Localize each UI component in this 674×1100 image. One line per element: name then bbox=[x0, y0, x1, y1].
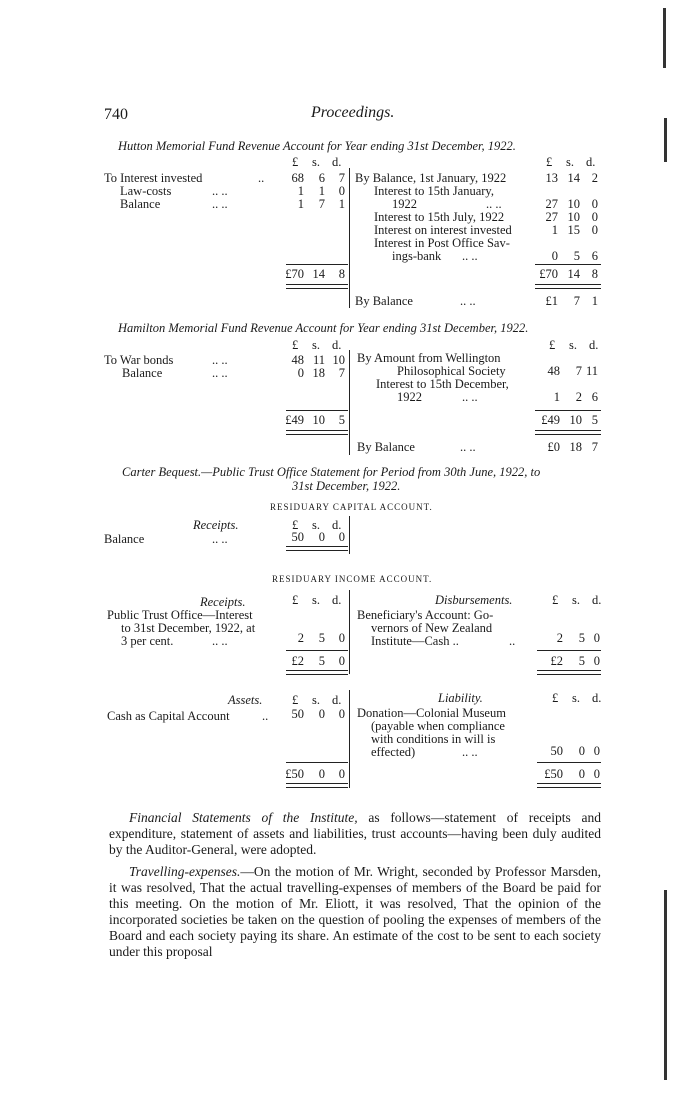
hamilton-left-total-pounds: £49 bbox=[285, 413, 304, 427]
hamilton-by-balance-amount-shillings: 18 bbox=[569, 440, 582, 454]
hutton-left-amount-pounds: 1 bbox=[297, 197, 304, 211]
currency-pound-header: £ bbox=[292, 593, 299, 607]
liability-total-pounds: £50 bbox=[544, 767, 563, 781]
column-divider bbox=[349, 690, 350, 788]
hutton-right-total-pounds: £70 bbox=[539, 267, 558, 281]
hutton-left-amount-shillings: 6 bbox=[318, 171, 325, 185]
carter-title-line-2: 31st December, 1922. bbox=[292, 479, 401, 493]
disbursement-amount-pounds: 2 bbox=[556, 631, 563, 645]
hutton-right-label: Interest to 15th July, 1922 bbox=[374, 210, 505, 224]
currency-pence-header: d. bbox=[332, 593, 342, 607]
currency-pound-header: £ bbox=[552, 593, 559, 607]
total-double-rule bbox=[286, 430, 348, 435]
disbursement-line: vernors of New Zealand bbox=[371, 621, 493, 635]
currency-shilling-header: s. bbox=[312, 518, 320, 532]
hutton-right-amount-pounds: 1 bbox=[551, 223, 558, 237]
liability-line: Donation—Colonial Museum bbox=[357, 706, 506, 720]
hamilton-right-label: Philosophical Society bbox=[397, 364, 506, 378]
hutton-by-balance-amount-pounds: £1 bbox=[545, 294, 558, 308]
hutton-right-amount-pence: 2 bbox=[591, 171, 598, 185]
currency-pound-header: £ bbox=[292, 338, 299, 352]
leader-dots: .. .. bbox=[460, 294, 476, 308]
hamilton-right-amount-pounds: 48 bbox=[547, 364, 560, 378]
travel-heading: Travelling-expenses. bbox=[129, 864, 241, 879]
carter-title-line-1: Carter Bequest.—Public Trust Office Statement for Period from 30th June, 1922, to bbox=[122, 465, 541, 479]
currency-pence-header: d. bbox=[332, 338, 342, 352]
subtotal-rule bbox=[537, 650, 601, 651]
hutton-by-balance-amount-shillings: 7 bbox=[573, 294, 580, 308]
margin-mark bbox=[664, 890, 667, 1080]
margin-mark bbox=[664, 118, 667, 162]
column-divider bbox=[349, 168, 350, 308]
hutton-left-amount-shillings: 7 bbox=[318, 197, 325, 211]
currency-pound-header: £ bbox=[292, 518, 299, 532]
currency-pound-header: £ bbox=[292, 155, 299, 169]
currency-shilling-header: s. bbox=[566, 155, 574, 169]
hutton-right-label: Interest on interest invested bbox=[374, 223, 512, 237]
income-receipts-total-pounds: £2 bbox=[291, 654, 304, 668]
hamilton-left-amount-shillings: 11 bbox=[312, 353, 325, 367]
assets-amount-pence: 0 bbox=[338, 707, 345, 721]
hutton-left-total-pence: 8 bbox=[338, 267, 345, 281]
hutton-right-total-pence: 8 bbox=[591, 267, 598, 281]
hutton-right-amount-shillings: 14 bbox=[567, 171, 580, 185]
hutton-by-balance-label: By Balance bbox=[355, 294, 413, 308]
hamilton-left-amount-pence: 10 bbox=[332, 353, 345, 367]
currency-pence-header: d. bbox=[332, 155, 342, 169]
leader-dots: .. .. bbox=[212, 184, 228, 198]
hamilton-by-balance-amount-pence: 7 bbox=[591, 440, 598, 454]
liability-total-pence: 0 bbox=[593, 767, 600, 781]
currency-shilling-header: s. bbox=[312, 155, 320, 169]
hutton-right-label: 1922 bbox=[392, 197, 417, 211]
hamilton-left-label: To War bonds bbox=[104, 353, 174, 367]
subtotal-rule bbox=[286, 650, 348, 651]
column-divider bbox=[349, 350, 350, 455]
hutton-left-amount-pence: 7 bbox=[338, 171, 345, 185]
hutton-right-amount-pence: 0 bbox=[591, 197, 598, 211]
hamilton-right-total-pounds: £49 bbox=[541, 413, 560, 427]
income-receipts-line: Public Trust Office—Interest bbox=[107, 608, 253, 622]
hutton-right-amount-pence: 0 bbox=[591, 223, 598, 237]
hutton-left-amount-pounds: 68 bbox=[291, 171, 304, 185]
capital-balance-amount-pounds: 50 bbox=[291, 530, 304, 544]
leader-dots: .. .. bbox=[486, 197, 502, 211]
disbursement-line: Institute—Cash .. bbox=[371, 634, 459, 648]
liability-line: (payable when compliance bbox=[371, 719, 505, 733]
hutton-right-amount-pence: 6 bbox=[591, 249, 598, 263]
hutton-right-amount-pounds: 0 bbox=[551, 249, 558, 263]
hutton-right-label: By Balance, 1st January, 1922 bbox=[355, 171, 507, 185]
currency-pound-header: £ bbox=[546, 155, 553, 169]
liability-line: with conditions in will is bbox=[371, 732, 496, 746]
capital-balance-label: Balance bbox=[104, 532, 145, 546]
currency-shilling-header: s. bbox=[312, 693, 320, 707]
assets-total-shillings: 0 bbox=[318, 767, 325, 781]
disbursement-total-pounds: £2 bbox=[550, 654, 563, 668]
leader-dots: .. .. bbox=[462, 390, 478, 404]
travel-body: —On the motion of Mr. Wright, seconded by Professor Marsden, it was resolved, That the actual travelling-expenses of members of the Board be paid for this meeting. On the motion of Mr. Eliott, it was resolved, That the opinion of the incorporated societies be taken on the question of pooling the expenses of members of the Board and each society paying its share. An estimate of the cost to be sent to each society under this proposal bbox=[109, 864, 601, 959]
leader-dots: .. .. bbox=[212, 532, 228, 546]
currency-shilling-header: s. bbox=[572, 691, 580, 705]
hamilton-left-amount-pounds: 48 bbox=[291, 353, 304, 367]
hamilton-right-amount-shillings: 2 bbox=[575, 390, 582, 404]
income-receipts-amount-pounds: 2 bbox=[297, 631, 304, 645]
column-divider bbox=[349, 516, 350, 554]
leader-dots: .. bbox=[262, 709, 269, 723]
assets-row-label: Cash as Capital Account bbox=[107, 709, 230, 723]
currency-pence-header: d. bbox=[586, 155, 596, 169]
hamilton-right-total-pence: 5 bbox=[591, 413, 598, 427]
income-receipts-line: 3 per cent. bbox=[121, 634, 174, 648]
hutton-left-label: Balance bbox=[120, 197, 161, 211]
hamilton-title: Hamilton Memorial Fund Revenue Account for Year ending 31st December, 1922. bbox=[118, 321, 529, 335]
financial-heading: Financial Statements of the Institute, bbox=[129, 810, 358, 825]
hutton-left-total-shillings: 14 bbox=[312, 267, 325, 281]
disbursement-amount-pence: 0 bbox=[593, 631, 600, 645]
disbursement-total-pence: 0 bbox=[593, 654, 600, 668]
hutton-right-amount-shillings: 10 bbox=[567, 210, 580, 224]
total-double-rule bbox=[535, 284, 601, 289]
hutton-right-amount-shillings: 5 bbox=[573, 249, 580, 263]
hamilton-right-amount-pence: 6 bbox=[591, 390, 598, 404]
currency-pence-header: d. bbox=[589, 338, 599, 352]
hutton-left-amount-pounds: 1 bbox=[297, 184, 304, 198]
hutton-right-label: Interest in Post Office Sav- bbox=[374, 236, 510, 250]
column-divider bbox=[349, 590, 350, 674]
disbursements-label: Disbursements. bbox=[435, 593, 513, 607]
hamilton-left-amount-pounds: 0 bbox=[297, 366, 304, 380]
margin-mark bbox=[663, 8, 666, 68]
capital-account-heading: RESIDUARY CAPITAL ACCOUNT. bbox=[270, 502, 433, 512]
financial-paragraph bbox=[109, 810, 601, 858]
currency-pence-header: d. bbox=[332, 693, 342, 707]
capital-balance-amount-shillings: 0 bbox=[318, 530, 325, 544]
subtotal-rule bbox=[286, 762, 348, 763]
hamilton-right-amount-pence: 11 bbox=[585, 364, 598, 378]
hutton-right-amount-shillings: 10 bbox=[567, 197, 580, 211]
hutton-by-balance-amount-pence: 1 bbox=[591, 294, 598, 308]
hamilton-left-amount-shillings: 18 bbox=[312, 366, 325, 380]
subtotal-rule bbox=[286, 264, 348, 265]
hamilton-right-label: 1922 bbox=[397, 390, 422, 404]
subtotal-rule bbox=[535, 264, 601, 265]
hutton-right-label: Interest to 15th January, bbox=[374, 184, 494, 198]
hamilton-right-label: By Amount from Wellington bbox=[357, 351, 501, 365]
hamilton-right-amount-shillings: 7 bbox=[575, 364, 582, 378]
total-double-rule bbox=[286, 670, 348, 675]
hutton-right-label: ings-bank bbox=[392, 249, 442, 263]
liability-line: effected) bbox=[371, 745, 416, 759]
leader-dots: .. bbox=[509, 634, 516, 648]
total-double-rule bbox=[286, 783, 348, 788]
assets-total-pence: 0 bbox=[338, 767, 345, 781]
leader-dots: .. .. bbox=[460, 440, 476, 454]
currency-pound-header: £ bbox=[292, 693, 299, 707]
hamilton-right-total-shillings: 10 bbox=[569, 413, 582, 427]
disbursement-line: Beneficiary's Account: Go- bbox=[357, 608, 494, 622]
travel-paragraph bbox=[109, 864, 601, 960]
total-double-rule bbox=[286, 284, 348, 289]
subtotal-rule bbox=[537, 762, 601, 763]
hutton-left-amount-pence: 1 bbox=[338, 197, 345, 211]
currency-shilling-header: s. bbox=[569, 338, 577, 352]
hamilton-left-total-shillings: 10 bbox=[312, 413, 325, 427]
currency-shilling-header: s. bbox=[572, 593, 580, 607]
page-number: 740 bbox=[104, 106, 128, 123]
income-receipts-total-pence: 0 bbox=[338, 654, 345, 668]
total-double-rule bbox=[535, 430, 601, 435]
total-double-rule bbox=[286, 546, 348, 551]
income-receipts-label: Receipts. bbox=[200, 595, 246, 609]
subtotal-rule bbox=[286, 410, 348, 411]
assets-amount-pounds: 50 bbox=[291, 707, 304, 721]
hutton-right-amount-pounds: 27 bbox=[545, 210, 558, 224]
hutton-right-amount-pence: 0 bbox=[591, 210, 598, 224]
hutton-right-amount-pounds: 27 bbox=[545, 197, 558, 211]
hutton-left-amount-pence: 0 bbox=[338, 184, 345, 198]
assets-label: Assets. bbox=[228, 693, 263, 707]
capital-receipts-label: Receipts. bbox=[193, 518, 239, 532]
liability-amount-shillings: 0 bbox=[578, 744, 585, 758]
total-double-rule bbox=[537, 783, 601, 788]
currency-pence-header: d. bbox=[592, 691, 602, 705]
hamilton-right-label: Interest to 15th December, bbox=[376, 377, 509, 391]
assets-total-pounds: £50 bbox=[285, 767, 304, 781]
hamilton-right-amount-pounds: 1 bbox=[553, 390, 560, 404]
hutton-left-label: To Interest invested bbox=[104, 171, 203, 185]
hutton-right-amount-shillings: 15 bbox=[567, 223, 580, 237]
hutton-right-amount-pounds: 13 bbox=[545, 171, 558, 185]
hutton-right-total-shillings: 14 bbox=[567, 267, 580, 281]
currency-shilling-header: s. bbox=[312, 593, 320, 607]
hutton-left-total-pounds: £70 bbox=[285, 267, 304, 281]
hutton-left-amount-shillings: 1 bbox=[318, 184, 325, 198]
leader-dots: .. .. bbox=[212, 197, 228, 211]
disbursement-total-shillings: 5 bbox=[578, 654, 585, 668]
capital-balance-amount-pence: 0 bbox=[338, 530, 345, 544]
disbursement-amount-shillings: 5 bbox=[578, 631, 585, 645]
currency-pound-header: £ bbox=[552, 691, 559, 705]
hamilton-by-balance-amount-pounds: £0 bbox=[547, 440, 560, 454]
leader-dots: .. .. bbox=[462, 745, 478, 759]
currency-pence-header: d. bbox=[332, 518, 342, 532]
leader-dots: .. .. bbox=[212, 634, 228, 648]
currency-pence-header: d. bbox=[592, 593, 602, 607]
currency-pound-header: £ bbox=[549, 338, 556, 352]
financial-body: as follows—statement of receipts and expenditure, statement of assets and liabilities, trust accounts—having been duly audited by the Auditor-General, were adopted. bbox=[109, 810, 601, 857]
income-receipts-total-shillings: 5 bbox=[318, 654, 325, 668]
income-receipts-line: to 31st December, 1922, at bbox=[121, 621, 256, 635]
hamilton-left-total-pence: 5 bbox=[338, 413, 345, 427]
total-double-rule bbox=[537, 670, 601, 675]
assets-amount-shillings: 0 bbox=[318, 707, 325, 721]
liability-amount-pounds: 50 bbox=[550, 744, 563, 758]
hamilton-left-amount-pence: 7 bbox=[338, 366, 345, 380]
hutton-title: Hutton Memorial Fund Revenue Account for Year ending 31st December, 1922. bbox=[118, 139, 516, 153]
hutton-left-label: Law-costs bbox=[120, 184, 172, 198]
hamilton-left-label: Balance bbox=[122, 366, 163, 380]
liability-total-shillings: 0 bbox=[578, 767, 585, 781]
leader-dots: .. bbox=[258, 171, 265, 185]
subtotal-rule bbox=[535, 410, 601, 411]
liability-amount-pence: 0 bbox=[593, 744, 600, 758]
running-title: Proceedings. bbox=[311, 104, 395, 121]
hamilton-by-balance-label: By Balance bbox=[357, 440, 415, 454]
leader-dots: .. .. bbox=[212, 353, 228, 367]
liability-label: Liability. bbox=[438, 691, 483, 705]
leader-dots: .. .. bbox=[462, 249, 478, 263]
income-receipts-amount-shillings: 5 bbox=[318, 631, 325, 645]
income-account-heading: RESIDUARY INCOME ACCOUNT. bbox=[272, 574, 433, 584]
currency-shilling-header: s. bbox=[312, 338, 320, 352]
leader-dots: .. .. bbox=[212, 366, 228, 380]
income-receipts-amount-pence: 0 bbox=[338, 631, 345, 645]
